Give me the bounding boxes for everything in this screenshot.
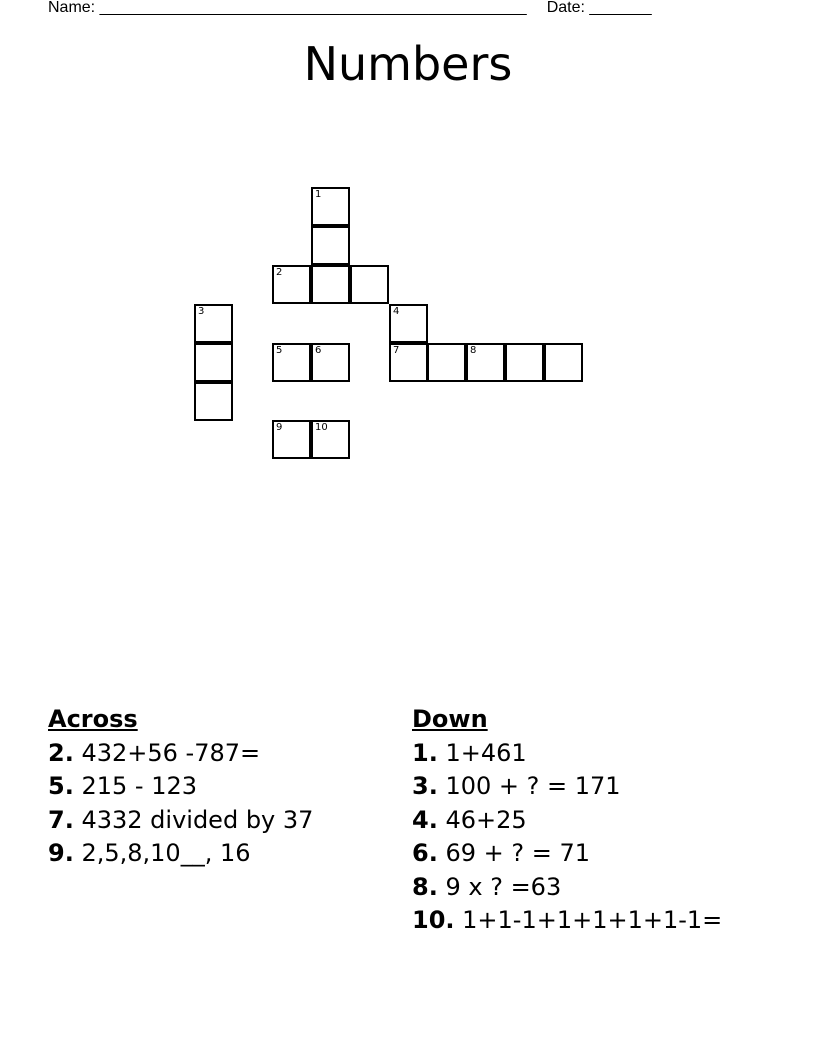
page-title: Numbers — [303, 37, 513, 91]
cell-number: 1 — [315, 189, 322, 200]
crossword-cell[interactable] — [311, 343, 350, 382]
crossword-cell[interactable] — [272, 265, 311, 304]
cell-number: 2 — [276, 267, 283, 278]
clue-text: 1+1-1+1+1+1+1-1= — [462, 906, 723, 934]
down-clue — [412, 837, 722, 871]
crossword-cell[interactable] — [389, 304, 428, 343]
crossword-cell[interactable] — [311, 226, 350, 265]
crossword-cell[interactable] — [311, 265, 350, 304]
clue-number: 3. — [412, 772, 438, 800]
down-clue — [412, 871, 722, 905]
clue-text: 100 + ? = 171 — [445, 772, 621, 800]
cell-number: 9 — [276, 422, 283, 433]
cell-number: 7 — [393, 345, 400, 356]
cell-number: 5 — [276, 345, 283, 356]
crossword-grid — [0, 0, 816, 500]
down-clue — [412, 804, 722, 838]
clue-number: 7. — [48, 805, 74, 834]
clue-text: 215 - 123 — [81, 772, 198, 800]
clue-number: 6. — [412, 839, 438, 867]
across-clue — [48, 837, 313, 871]
clue-text: 2,5,8,10__, 16 — [81, 839, 251, 867]
across-clue — [48, 804, 313, 838]
cell-number: 10 — [315, 422, 328, 433]
crossword-cell[interactable] — [272, 420, 311, 459]
name-field-label: Name: ________________________________________________ — [48, 0, 527, 16]
crossword-cell[interactable] — [350, 265, 389, 304]
clue-text: 1+461 — [445, 738, 527, 767]
down-clues — [412, 703, 722, 938]
clue-number: 2. — [48, 738, 74, 767]
clue-number: 4. — [412, 805, 438, 834]
crossword-cell[interactable] — [194, 343, 233, 382]
across-heading: Across — [48, 705, 138, 733]
cell-number: 3 — [198, 306, 205, 317]
clue-number: 8. — [412, 872, 438, 901]
clue-number: 10. — [412, 906, 455, 934]
crossword-cell[interactable] — [544, 343, 583, 382]
down-clue — [412, 904, 722, 938]
down-heading: Down — [412, 705, 488, 733]
down-clue — [412, 737, 722, 771]
across-clues — [48, 703, 313, 871]
cell-number: 4 — [393, 306, 400, 317]
crossword-cell[interactable] — [194, 382, 233, 421]
clue-number: 9. — [48, 839, 74, 867]
clue-text: 46+25 — [445, 805, 527, 834]
crossword-cell[interactable] — [389, 343, 428, 382]
crossword-cell[interactable] — [505, 343, 544, 382]
across-clue — [48, 770, 313, 804]
crossword-cell[interactable] — [466, 343, 505, 382]
crossword-cell[interactable] — [272, 343, 311, 382]
clue-number: 5. — [48, 772, 74, 800]
crossword-cell[interactable] — [311, 420, 350, 459]
clue-number: 1. — [412, 738, 438, 767]
clue-text: 432+56 -787= — [81, 738, 261, 767]
crossword-cell[interactable] — [311, 187, 350, 226]
clue-text: 4332 divided by 37 — [81, 805, 314, 834]
clue-text: 9 x ? =63 — [445, 872, 562, 901]
down-clue — [412, 770, 722, 804]
crossword-cell[interactable] — [427, 343, 466, 382]
cell-number: 8 — [470, 345, 477, 356]
crossword-cell[interactable] — [194, 304, 233, 343]
cell-number: 6 — [315, 345, 322, 356]
clue-text: 69 + ? = 71 — [445, 839, 591, 867]
date-field-label: Date: _______ — [546, 0, 652, 16]
across-clue — [48, 737, 313, 771]
